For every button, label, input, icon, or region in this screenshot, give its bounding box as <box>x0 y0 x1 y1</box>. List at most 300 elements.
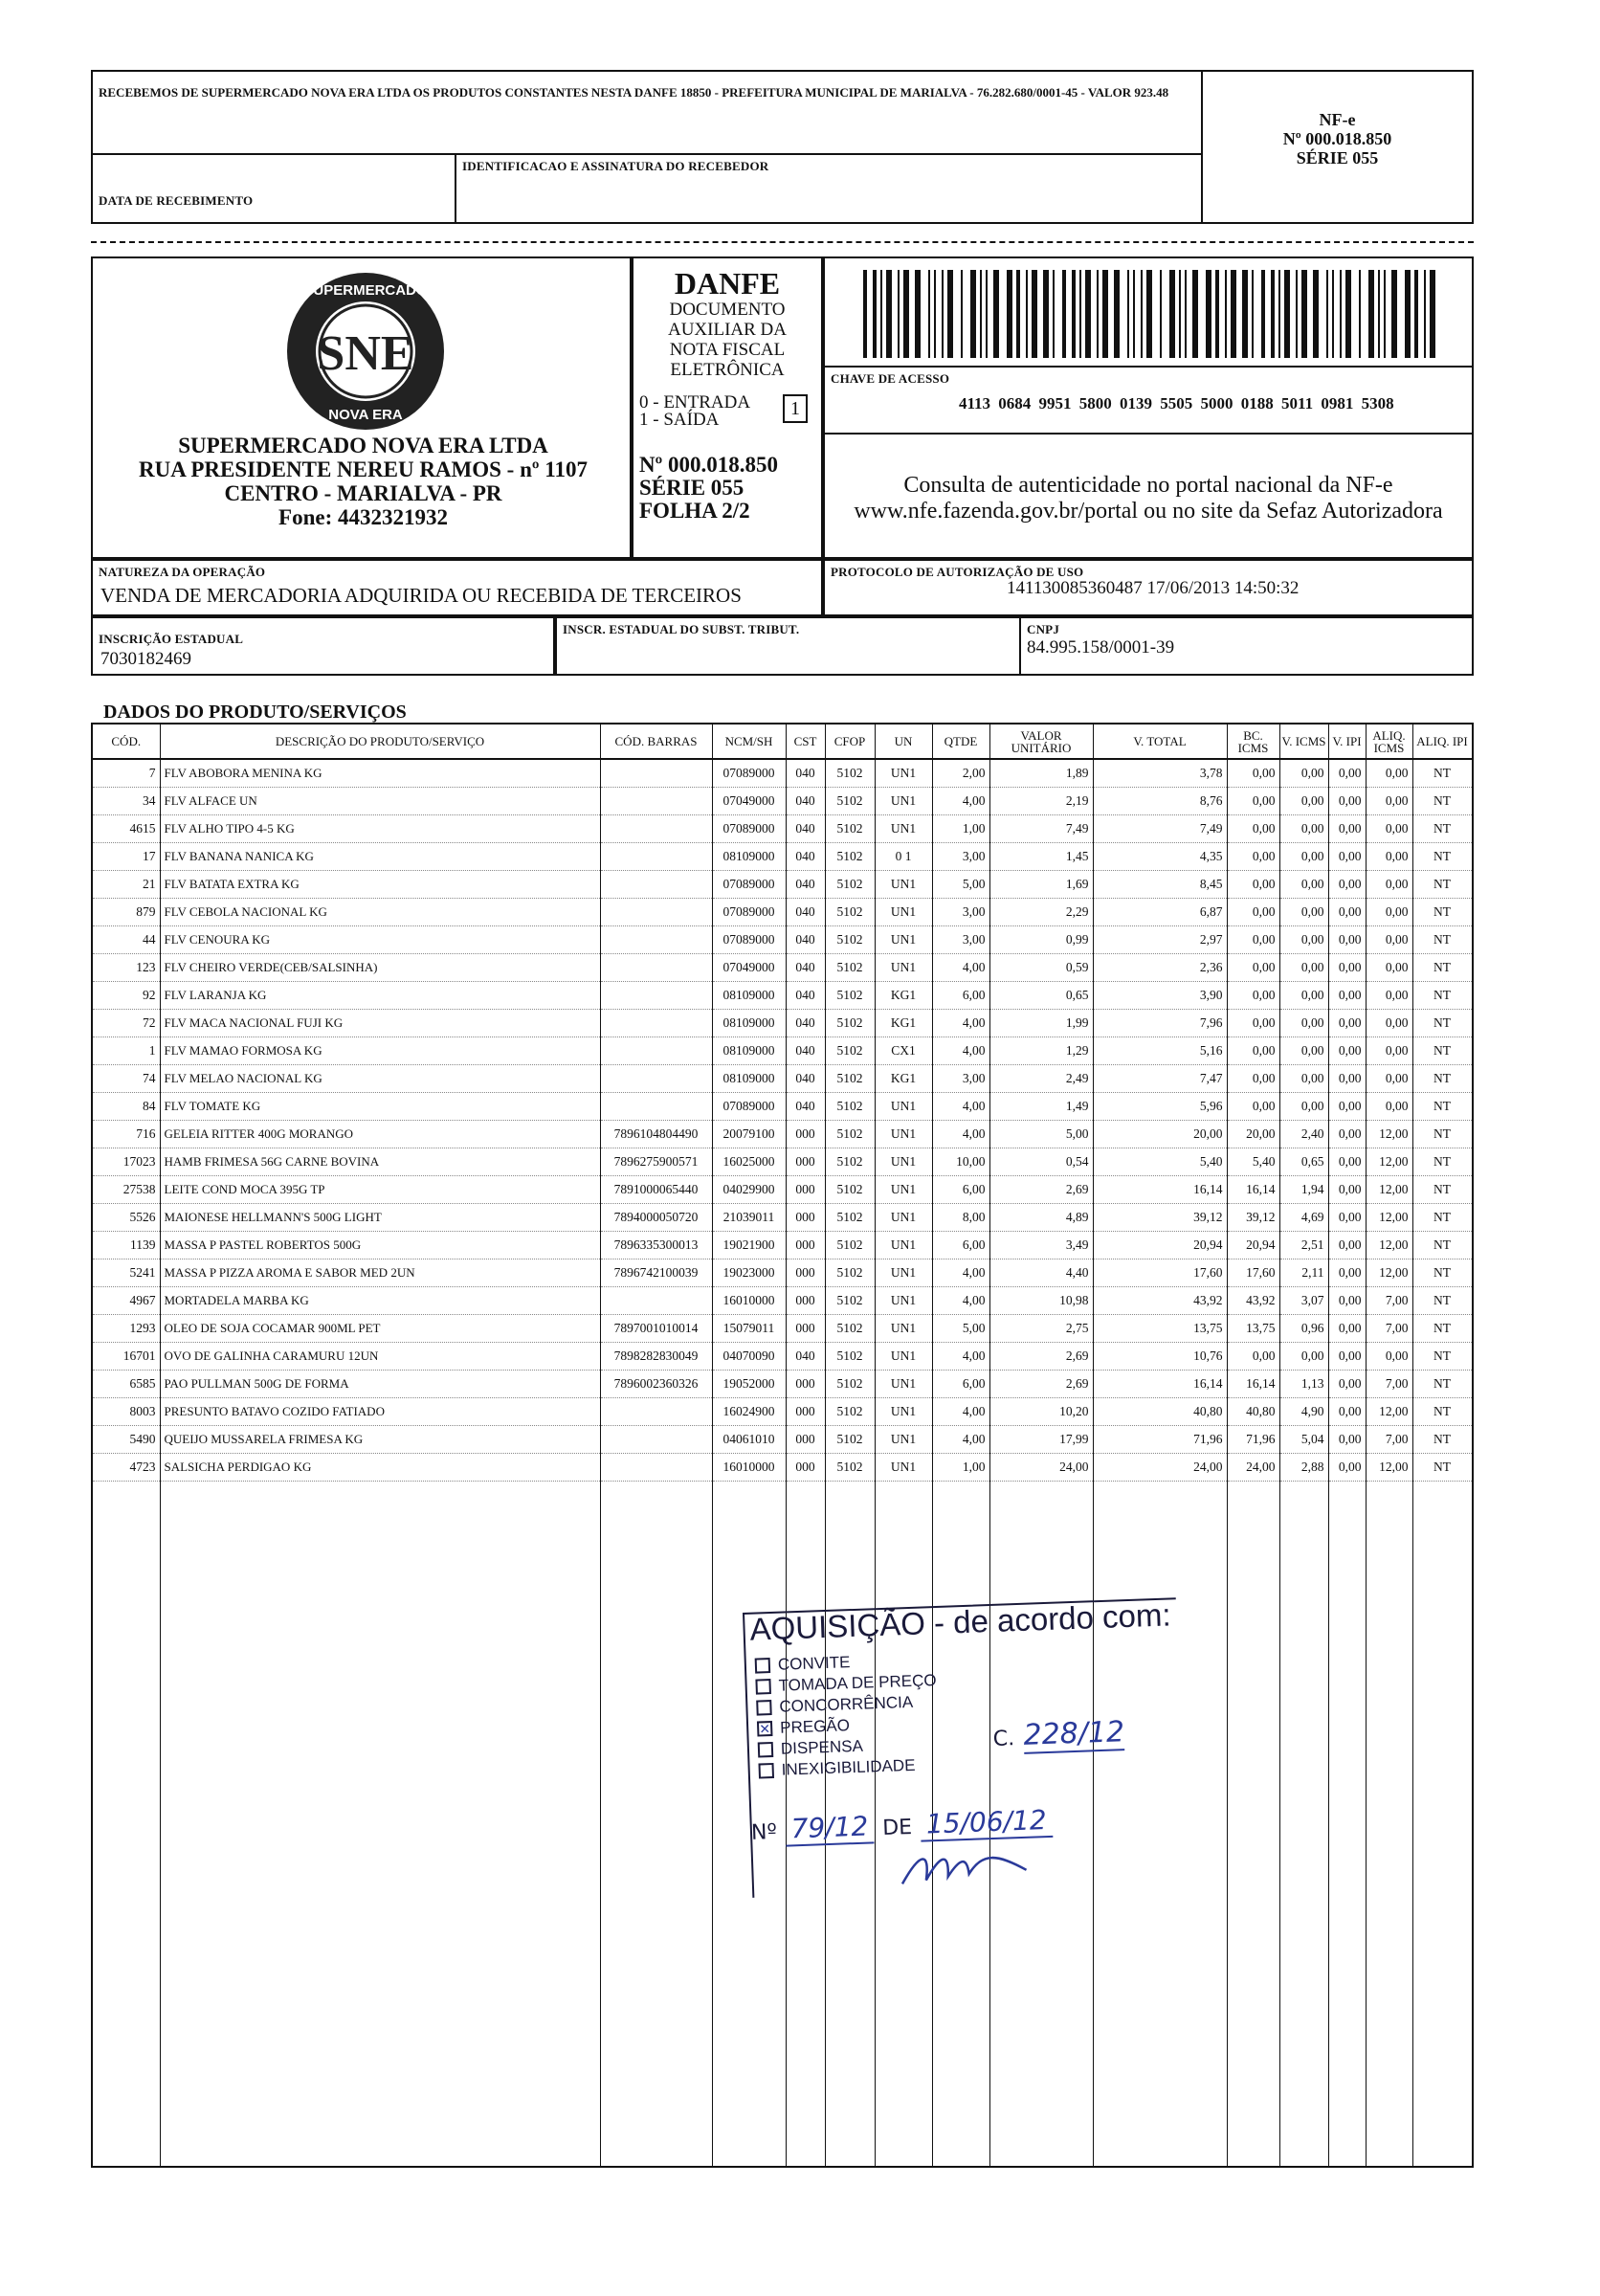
table-cell: 5,40 <box>1093 1148 1227 1175</box>
table-cell: FLV CEBOLA NACIONAL KG <box>160 898 600 925</box>
table-cell: 13,75 <box>1093 1314 1227 1342</box>
column-divider <box>712 759 713 2166</box>
table-row <box>93 814 1472 842</box>
table-cell: 0,00 <box>1328 787 1366 814</box>
table-cell: OVO DE GALINHA CARAMURU 12UN <box>160 1342 600 1370</box>
col-header: NCM/SH <box>712 724 786 759</box>
table-cell: 16701 <box>93 1342 160 1370</box>
table-cell: 24,00 <box>1227 1453 1279 1481</box>
table-cell: 39,12 <box>1227 1203 1279 1231</box>
table-cell: 0,00 <box>1279 1092 1328 1120</box>
table-cell: 15079011 <box>712 1314 786 1342</box>
col-header: CÓD. <box>93 724 160 759</box>
table-header <box>93 724 1472 759</box>
table-cell: 0,00 <box>1328 1203 1366 1231</box>
table-cell: 07089000 <box>712 870 786 898</box>
table-cell: UN1 <box>875 925 932 953</box>
table-cell: 2,11 <box>1279 1259 1328 1286</box>
table-cell: 12,00 <box>1366 1397 1412 1425</box>
table-cell: 5102 <box>825 981 875 1009</box>
table-cell: 000 <box>786 1453 825 1481</box>
table-cell: 2,40 <box>1279 1120 1328 1148</box>
table-cell: UN1 <box>875 1092 932 1120</box>
table-cell: UN1 <box>875 1397 932 1425</box>
table-cell: 000 <box>786 1175 825 1203</box>
table-cell: 040 <box>786 898 825 925</box>
table-cell: 879 <box>93 898 160 925</box>
table-cell: 5102 <box>825 1175 875 1203</box>
table-cell: 07089000 <box>712 925 786 953</box>
table-cell: 0,00 <box>1279 1342 1328 1370</box>
table-cell: NT <box>1412 1259 1472 1286</box>
table-cell: 4,90 <box>1279 1397 1328 1425</box>
table-cell: 07049000 <box>712 787 786 814</box>
table-cell: UN1 <box>875 787 932 814</box>
table-cell: MAIONESE HELLMANN'S 500G LIGHT <box>160 1203 600 1231</box>
company-address: RUA PRESIDENTE NEREU RAMOS - nº 1107 <box>139 457 588 481</box>
table-cell: NT <box>1412 1148 1472 1175</box>
table-cell: 1,99 <box>989 1009 1093 1037</box>
table-cell: 71,96 <box>1227 1425 1279 1453</box>
table-cell: 7,00 <box>1366 1425 1412 1453</box>
table-cell: 5102 <box>825 1259 875 1286</box>
table-cell: UN1 <box>875 898 932 925</box>
table-cell <box>600 842 712 870</box>
access-key-label: CHAVE DE ACESSO <box>831 371 950 386</box>
table-cell: MORTADELA MARBA KG <box>160 1286 600 1314</box>
table-cell: 6,00 <box>932 1175 989 1203</box>
stamp-c-label: C. <box>992 1727 1015 1751</box>
table-row <box>93 1342 1472 1370</box>
protocol-box <box>823 559 1474 616</box>
table-row <box>93 1370 1472 1397</box>
table-cell: 0,00 <box>1328 1342 1366 1370</box>
table-cell: 2,69 <box>989 1370 1093 1397</box>
table-cell <box>600 953 712 981</box>
table-cell: 0,00 <box>1328 814 1366 842</box>
table-cell: 0,54 <box>989 1148 1093 1175</box>
col-header: UN <box>875 724 932 759</box>
table-cell: 4,00 <box>932 1425 989 1453</box>
table-cell: 3,00 <box>932 898 989 925</box>
table-cell: 3,00 <box>932 842 989 870</box>
table-cell: 5102 <box>825 759 875 787</box>
table-cell: 000 <box>786 1286 825 1314</box>
table-cell: 040 <box>786 842 825 870</box>
table-cell: 4723 <box>93 1453 160 1481</box>
invoice-number: Nº 000.018.850 <box>639 453 778 477</box>
col-header: ALIQ. IPI <box>1412 724 1472 759</box>
table-cell: 4,35 <box>1093 842 1227 870</box>
table-cell: 000 <box>786 1397 825 1425</box>
table-cell: 0,65 <box>1279 1148 1328 1175</box>
date-received-label: DATA DE RECEBIMENTO <box>99 193 254 208</box>
table-row <box>93 1009 1472 1037</box>
table-row <box>93 1286 1472 1314</box>
table-row <box>93 1148 1472 1175</box>
col-header: V. TOTAL <box>1093 724 1227 759</box>
table-cell: HAMB FRIMESA 56G CARNE BOVINA <box>160 1148 600 1175</box>
table-cell: 12,00 <box>1366 1148 1412 1175</box>
stub-nfe-title: NF-e <box>1319 110 1356 129</box>
table-cell <box>600 870 712 898</box>
table-cell: UN1 <box>875 814 932 842</box>
consultation-line2: www.nfe.fazenda.gov.br/portal ou no site da Sefaz Autorizadora <box>854 499 1443 524</box>
svg-text:SUPERMERCADO: SUPERMERCADO <box>303 282 428 299</box>
table-cell: 12,00 <box>1366 1120 1412 1148</box>
cnpj-value: 84.995.158/0001-39 <box>1027 637 1175 658</box>
table-cell: NT <box>1412 1175 1472 1203</box>
entrada-label: 0 - ENTRADA <box>639 392 751 412</box>
table-cell <box>600 787 712 814</box>
operation-nature-label: NATUREZA DA OPERAÇÃO <box>99 565 266 579</box>
table-cell: 0,00 <box>1279 898 1328 925</box>
invoice-folha: FOLHA 2/2 <box>639 499 750 523</box>
table-cell: 7896742100039 <box>600 1259 712 1286</box>
table-cell: 0,00 <box>1366 925 1412 953</box>
table-cell: 3,78 <box>1093 759 1227 787</box>
table-cell: 040 <box>786 870 825 898</box>
table-cell: 5102 <box>825 1314 875 1342</box>
table-cell: 5102 <box>825 1370 875 1397</box>
table-cell: 7,49 <box>989 814 1093 842</box>
table-cell: 0,00 <box>1328 953 1366 981</box>
column-divider <box>1328 759 1329 2166</box>
table-cell: MASSA P PIZZA AROMA E SABOR MED 2UN <box>160 1259 600 1286</box>
table-cell: PRESUNTO BATAVO COZIDO FATIADO <box>160 1397 600 1425</box>
column-divider <box>989 759 990 2166</box>
table-cell: 2,19 <box>989 787 1093 814</box>
table-cell: 5102 <box>825 787 875 814</box>
column-divider <box>825 759 826 2166</box>
col-header: CST <box>786 724 825 759</box>
table-cell: 10,20 <box>989 1397 1093 1425</box>
table-cell: 19021900 <box>712 1231 786 1259</box>
company-city: CENTRO - MARIALVA - PR <box>224 481 502 505</box>
table-cell: NT <box>1412 759 1472 787</box>
table-cell: 6,00 <box>932 981 989 1009</box>
table-cell: 04070090 <box>712 1342 786 1370</box>
cut-line <box>91 241 1474 243</box>
table-cell: 43,92 <box>1227 1286 1279 1314</box>
barcode-box <box>823 256 1474 368</box>
table-cell: 16,14 <box>1227 1370 1279 1397</box>
table-cell: 10,00 <box>932 1148 989 1175</box>
table-cell: 07089000 <box>712 814 786 842</box>
stamp-option-label: PREGÃO <box>779 1716 851 1737</box>
table-cell: NT <box>1412 1370 1472 1397</box>
table-cell: 5102 <box>825 1064 875 1092</box>
table-cell: SALSICHA PERDIGAO KG <box>160 1453 600 1481</box>
table-cell: 40,80 <box>1093 1397 1227 1425</box>
table-cell: NT <box>1412 898 1472 925</box>
table-cell: UN1 <box>875 1453 932 1481</box>
table-cell: NT <box>1412 870 1472 898</box>
table-cell: 0,00 <box>1227 898 1279 925</box>
table-cell: 0,00 <box>1227 1009 1279 1037</box>
table-cell: NT <box>1412 1037 1472 1064</box>
table-cell: KG1 <box>875 981 932 1009</box>
table-cell: 72 <box>93 1009 160 1037</box>
table-cell: UN1 <box>875 870 932 898</box>
table-cell: 4,00 <box>932 787 989 814</box>
table-cell: 2,00 <box>932 759 989 787</box>
danfe-line1: DOCUMENTO <box>669 300 786 320</box>
table-cell: 07089000 <box>712 1092 786 1120</box>
table-cell: 5102 <box>825 898 875 925</box>
table-cell: 7896104804490 <box>600 1120 712 1148</box>
table-cell: 5102 <box>825 1120 875 1148</box>
table-cell: QUEIJO MUSSARELA FRIMESA KG <box>160 1425 600 1453</box>
col-header: BC. ICMS <box>1227 724 1279 759</box>
table-cell: 040 <box>786 1009 825 1037</box>
table-cell: 0,00 <box>1328 1148 1366 1175</box>
table-cell <box>600 1092 712 1120</box>
svg-text:NOVA ERA: NOVA ERA <box>328 407 403 423</box>
table-cell: 0,00 <box>1279 1009 1328 1037</box>
danfe-box <box>632 256 823 559</box>
table-cell: 0,00 <box>1227 759 1279 787</box>
table-cell: 5,16 <box>1093 1037 1227 1064</box>
table-cell: UN1 <box>875 1231 932 1259</box>
consultation-box <box>823 433 1474 559</box>
stamp-option-label: INEXIGIBILIDADE <box>781 1755 916 1779</box>
table-cell: 7,00 <box>1366 1370 1412 1397</box>
table-cell: 7894000050720 <box>600 1203 712 1231</box>
stub-nfe-number: Nº 000.018.850 <box>1282 129 1392 148</box>
stamp-signature <box>892 1842 1037 1891</box>
table-cell: 71,96 <box>1093 1425 1227 1453</box>
table-cell: 20079100 <box>712 1120 786 1148</box>
table-cell: KG1 <box>875 1064 932 1092</box>
table-cell: 16,14 <box>1093 1175 1227 1203</box>
substitute-registration-label: INSCR. ESTADUAL DO SUBST. TRIBUT. <box>563 622 800 636</box>
table-cell <box>600 1009 712 1037</box>
table-cell: 5102 <box>825 1203 875 1231</box>
table-cell: 4,00 <box>932 1286 989 1314</box>
table-cell: 1,00 <box>932 1453 989 1481</box>
table-cell <box>600 1286 712 1314</box>
table-cell: NT <box>1412 814 1472 842</box>
table-cell: 000 <box>786 1148 825 1175</box>
table-cell: 8,76 <box>1093 787 1227 814</box>
table-cell <box>600 925 712 953</box>
table-cell: 5102 <box>825 1092 875 1120</box>
table-cell: 1,49 <box>989 1092 1093 1120</box>
table-cell: 24,00 <box>1093 1453 1227 1481</box>
table-cell: 7896335300013 <box>600 1231 712 1259</box>
table-cell: 7,49 <box>1093 814 1227 842</box>
table-cell: 040 <box>786 787 825 814</box>
section-title: DADOS DO PRODUTO/SERVIÇOS <box>103 702 407 723</box>
table-cell: 17,60 <box>1227 1259 1279 1286</box>
table-cell: 0,00 <box>1328 1175 1366 1203</box>
table-cell: UN1 <box>875 1148 932 1175</box>
col-header: V. ICMS <box>1279 724 1328 759</box>
table-cell: 0,00 <box>1227 787 1279 814</box>
table-cell: 0,00 <box>1366 1092 1412 1120</box>
table-row <box>93 842 1472 870</box>
table-cell: 4,89 <box>989 1203 1093 1231</box>
table-cell: 92 <box>93 981 160 1009</box>
table-cell: 20,94 <box>1093 1231 1227 1259</box>
table-cell: 08109000 <box>712 1009 786 1037</box>
table-cell: UN1 <box>875 1203 932 1231</box>
table-cell: 7897001010014 <box>600 1314 712 1342</box>
table-row <box>93 1314 1472 1342</box>
table-cell: 6585 <box>93 1370 160 1397</box>
table-cell: 000 <box>786 1231 825 1259</box>
table-cell: FLV BATATA EXTRA KG <box>160 870 600 898</box>
table-cell: 7 <box>93 759 160 787</box>
table-cell: 1,00 <box>932 814 989 842</box>
stamp-option-label: DISPENSA <box>780 1736 864 1758</box>
table-cell: UN1 <box>875 1259 932 1286</box>
table-cell <box>600 1397 712 1425</box>
table-cell: 0,00 <box>1227 842 1279 870</box>
stub-nfe-serie: SÉRIE 055 <box>1296 148 1379 167</box>
state-registration-box <box>91 616 555 676</box>
table-cell: 7,47 <box>1093 1064 1227 1092</box>
table-cell: 07089000 <box>712 898 786 925</box>
table-cell: 0,00 <box>1328 1425 1366 1453</box>
checkbox-icon <box>758 1763 774 1779</box>
company-phone: Fone: 4432321932 <box>278 505 448 529</box>
table-row <box>93 1092 1472 1120</box>
table-cell: 0,59 <box>989 953 1093 981</box>
checkbox-icon <box>755 1658 771 1674</box>
stamp-option-label: CONVITE <box>777 1653 851 1674</box>
table-cell: 0,00 <box>1328 1453 1366 1481</box>
table-cell: 0,00 <box>1227 1092 1279 1120</box>
table-cell: 5102 <box>825 953 875 981</box>
table-cell: 10,98 <box>989 1286 1093 1314</box>
table-cell: 5241 <box>93 1259 160 1286</box>
checkbox-icon <box>755 1679 771 1695</box>
table-cell: UN1 <box>875 1120 932 1148</box>
column-divider <box>1279 759 1280 2166</box>
signature-label: IDENTIFICACAO E ASSINATURA DO RECEBEDOR <box>462 159 769 173</box>
table-cell: 7,00 <box>1366 1314 1412 1342</box>
table-cell: FLV TOMATE KG <box>160 1092 600 1120</box>
table-cell: 21 <box>93 870 160 898</box>
table-cell: NT <box>1412 1425 1472 1453</box>
table-cell: 04029900 <box>712 1175 786 1203</box>
table-cell <box>600 1037 712 1064</box>
table-cell: NT <box>1412 1120 1472 1148</box>
table-cell: UN1 <box>875 1175 932 1203</box>
column-divider <box>1093 759 1094 2166</box>
table-cell: 5102 <box>825 814 875 842</box>
table-cell: 2,69 <box>989 1175 1093 1203</box>
table-cell: 0,00 <box>1328 1009 1366 1037</box>
table-cell: 5102 <box>825 1009 875 1037</box>
stamp-process <box>992 1715 1125 1753</box>
table-cell: 040 <box>786 925 825 953</box>
table-cell: 0,00 <box>1279 1037 1328 1064</box>
table-cell: 0 1 <box>875 842 932 870</box>
entry-exit <box>639 394 815 429</box>
table-row <box>93 953 1472 981</box>
table-cell: FLV CHEIRO VERDE(CEB/SALSINHA) <box>160 953 600 981</box>
checkbox-icon <box>758 1742 774 1758</box>
product-table-box <box>91 723 1474 2168</box>
table-cell: 4,69 <box>1279 1203 1328 1231</box>
table-cell: 4,00 <box>932 1009 989 1037</box>
table-cell: 3,90 <box>1093 981 1227 1009</box>
table-cell: 040 <box>786 814 825 842</box>
table-cell: UN1 <box>875 1314 932 1342</box>
table-cell: 5,96 <box>1093 1092 1227 1120</box>
column-divider <box>160 759 161 2166</box>
product-table <box>93 724 1473 1482</box>
danfe-title: DANFE <box>674 266 781 301</box>
table-cell: 2,51 <box>1279 1231 1328 1259</box>
table-cell: 17,99 <box>989 1425 1093 1453</box>
table-cell: 0,00 <box>1279 759 1328 787</box>
stub-nfe-info <box>1203 72 1472 222</box>
table-cell: NT <box>1412 981 1472 1009</box>
table-cell: 84 <box>93 1092 160 1120</box>
operation-nature-box <box>91 559 823 616</box>
table-cell: 3,00 <box>932 925 989 953</box>
table-cell: 0,00 <box>1279 953 1328 981</box>
table-cell <box>600 981 712 1009</box>
table-cell: 0,00 <box>1328 1286 1366 1314</box>
table-cell: 0,96 <box>1279 1314 1328 1342</box>
table-cell: 1293 <box>93 1314 160 1342</box>
table-cell: 2,49 <box>989 1064 1093 1092</box>
table-cell: 4,00 <box>932 1037 989 1064</box>
table-cell: 1,45 <box>989 842 1093 870</box>
table-cell: 40,80 <box>1227 1397 1279 1425</box>
table-cell <box>600 1453 712 1481</box>
table-cell: 040 <box>786 1037 825 1064</box>
table-cell: FLV ABOBORA MENINA KG <box>160 759 600 787</box>
table-cell <box>600 1064 712 1092</box>
table-cell: 21039011 <box>712 1203 786 1231</box>
table-cell: 16010000 <box>712 1453 786 1481</box>
stamp-option-label: CONCORRÊNCIA <box>779 1692 914 1716</box>
col-header: DESCRIÇÃO DO PRODUTO/SERVIÇO <box>160 724 600 759</box>
substitute-registration-box <box>555 616 1021 676</box>
column-divider <box>1227 759 1228 2166</box>
table-cell: 04061010 <box>712 1425 786 1453</box>
table-cell: 0,00 <box>1366 953 1412 981</box>
table-cell: FLV ALFACE UN <box>160 787 600 814</box>
table-cell: NT <box>1412 842 1472 870</box>
table-cell: 0,00 <box>1328 981 1366 1009</box>
table-cell: 8003 <box>93 1397 160 1425</box>
barcode-image <box>863 270 1437 358</box>
table-cell: 0,00 <box>1328 1064 1366 1092</box>
table-cell: 1139 <box>93 1231 160 1259</box>
table-cell <box>600 814 712 842</box>
table-cell: 0,00 <box>1328 1370 1366 1397</box>
table-cell: KG1 <box>875 1009 932 1037</box>
table-cell: 0,00 <box>1366 1009 1412 1037</box>
table-cell: 1 <box>93 1037 160 1064</box>
table-row <box>93 1425 1472 1453</box>
table-cell: NT <box>1412 1453 1472 1481</box>
table-cell: LEITE COND MOCA 395G TP <box>160 1175 600 1203</box>
state-registration-value: 7030182469 <box>100 649 191 669</box>
table-row <box>93 1453 1472 1481</box>
table-cell: 1,29 <box>989 1037 1093 1064</box>
table-cell: 0,00 <box>1227 925 1279 953</box>
table-cell: 7898282830049 <box>600 1342 712 1370</box>
table-cell: 39,12 <box>1093 1203 1227 1231</box>
